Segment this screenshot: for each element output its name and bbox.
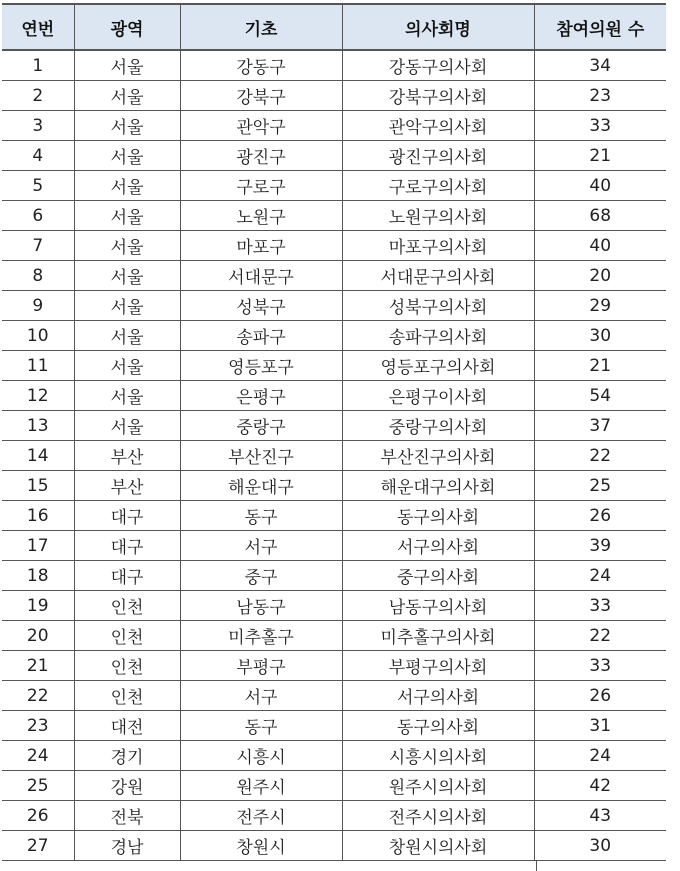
- cell-association: 전주시의사회: [342, 801, 534, 831]
- table-row: [2, 291, 666, 321]
- cell-clinic-count: 33: [534, 591, 666, 621]
- cell-region: 부산: [74, 471, 180, 501]
- table-row: [2, 171, 666, 201]
- cell-association: 강북구의사회: [342, 81, 534, 111]
- table-row: [2, 681, 666, 711]
- cell-clinic-count: 24: [534, 741, 666, 771]
- cell-region: 서울: [74, 231, 180, 261]
- cell-district: 은평구: [180, 381, 342, 411]
- cell-district: 관악구: [180, 111, 342, 141]
- table-row: [2, 561, 666, 591]
- cell-no: 14: [2, 441, 74, 471]
- cell-region: 인천: [74, 591, 180, 621]
- cell-association: 부평구의사회: [342, 651, 534, 681]
- cell-region: 서울: [74, 111, 180, 141]
- cell-clinic-count: 33: [534, 651, 666, 681]
- cell-district: 노원구: [180, 201, 342, 231]
- table-row: [2, 411, 666, 441]
- cell-association: 원주시의사회: [342, 771, 534, 801]
- cell-clinic-count: 68: [534, 201, 666, 231]
- table-row: [2, 441, 666, 471]
- cell-district: 광진구: [180, 141, 342, 171]
- table-row: [2, 591, 666, 621]
- header-clinic-count: 참여의원 수: [534, 4, 666, 50]
- table-row: [2, 501, 666, 531]
- cell-district: 시흥시: [180, 741, 342, 771]
- cell-association: 해운대구의사회: [342, 471, 534, 501]
- cell-no: 26: [2, 801, 74, 831]
- cell-clinic-count: 23: [534, 81, 666, 111]
- cell-no: 15: [2, 471, 74, 501]
- table-row: [2, 201, 666, 231]
- cell-association: 서구의사회: [342, 531, 534, 561]
- cell-region: 부산: [74, 441, 180, 471]
- cell-region: 대구: [74, 501, 180, 531]
- cell-no: 5: [2, 171, 74, 201]
- cell-no: 19: [2, 591, 74, 621]
- cell-association: 영등포구의사회: [342, 351, 534, 381]
- cell-clinic-count: 33: [534, 111, 666, 141]
- cell-clinic-count: 37: [534, 411, 666, 441]
- table-row: [2, 651, 666, 681]
- cell-clinic-count: 22: [534, 621, 666, 651]
- header-region: 광역: [74, 4, 180, 50]
- cell-no: 16: [2, 501, 74, 531]
- cell-no: 2: [2, 81, 74, 111]
- cell-district: 전주시: [180, 801, 342, 831]
- cell-association: 은평구이사회: [342, 381, 534, 411]
- table-row: [2, 741, 666, 771]
- cell-association: 노원구의사회: [342, 201, 534, 231]
- cell-association: 강동구의사회: [342, 50, 534, 81]
- cell-clinic-count: 21: [534, 141, 666, 171]
- cell-association: 창원시의사회: [342, 831, 534, 861]
- cell-region: 경기: [74, 741, 180, 771]
- cell-clinic-count: 40: [534, 231, 666, 261]
- header-district: 기초: [180, 4, 342, 50]
- cell-no: 4: [2, 141, 74, 171]
- cell-no: 3: [2, 111, 74, 141]
- cell-district: 중구: [180, 561, 342, 591]
- cell-clinic-count: 21: [534, 351, 666, 381]
- table-body: [2, 50, 666, 861]
- cell-no: 27: [2, 831, 74, 861]
- cell-association: 성북구의사회: [342, 291, 534, 321]
- cell-district: 성북구: [180, 291, 342, 321]
- table-row: [2, 231, 666, 261]
- table-row: [2, 801, 666, 831]
- cell-no: 20: [2, 621, 74, 651]
- cell-no: 18: [2, 561, 74, 591]
- table-row: [2, 381, 666, 411]
- cell-association: 관악구의사회: [342, 111, 534, 141]
- cell-association: 미추홀구의사회: [342, 621, 534, 651]
- cell-region: 서울: [74, 351, 180, 381]
- cell-region: 경남: [74, 831, 180, 861]
- cell-no: 13: [2, 411, 74, 441]
- cell-region: 서울: [74, 171, 180, 201]
- cell-association: 송파구의사회: [342, 321, 534, 351]
- cell-region: 서울: [74, 201, 180, 231]
- cell-region: 서울: [74, 411, 180, 441]
- table-row: [2, 531, 666, 561]
- cell-association: 구로구의사회: [342, 171, 534, 201]
- cell-region: 인천: [74, 621, 180, 651]
- table-row: [2, 621, 666, 651]
- cell-region: 대구: [74, 561, 180, 591]
- cell-region: 서울: [74, 50, 180, 81]
- table-row: [2, 141, 666, 171]
- cell-district: 강동구: [180, 50, 342, 81]
- cell-clinic-count: 29: [534, 291, 666, 321]
- cell-district: 해운대구: [180, 471, 342, 501]
- cell-clinic-count: 54: [534, 381, 666, 411]
- cell-region: 서울: [74, 291, 180, 321]
- cell-association: 동구의사회: [342, 501, 534, 531]
- cell-no: 25: [2, 771, 74, 801]
- cell-clinic-count: 20: [534, 261, 666, 291]
- cell-association: 동구의사회: [342, 711, 534, 741]
- cell-no: 21: [2, 651, 74, 681]
- cell-clinic-count: 40: [534, 171, 666, 201]
- participation-table: [2, 3, 666, 861]
- cell-district: 동구: [180, 711, 342, 741]
- cell-region: 서울: [74, 81, 180, 111]
- table-row: [2, 711, 666, 741]
- cell-association: 시흥시의사회: [342, 741, 534, 771]
- cell-district: 원주시: [180, 771, 342, 801]
- cell-district: 중랑구: [180, 411, 342, 441]
- cell-no: 8: [2, 261, 74, 291]
- table-row: [2, 261, 666, 291]
- cell-no: 23: [2, 711, 74, 741]
- cell-region: 인천: [74, 651, 180, 681]
- cell-clinic-count: 30: [534, 831, 666, 861]
- cell-association: 마포구의사회: [342, 231, 534, 261]
- cell-no: 17: [2, 531, 74, 561]
- table-row: [2, 321, 666, 351]
- cell-no: 11: [2, 351, 74, 381]
- cell-association: 중구의사회: [342, 561, 534, 591]
- cell-region: 대전: [74, 711, 180, 741]
- cell-no: 12: [2, 381, 74, 411]
- cell-district: 송파구: [180, 321, 342, 351]
- cell-region: 인천: [74, 681, 180, 711]
- cell-district: 영등포구: [180, 351, 342, 381]
- table-row: [2, 111, 666, 141]
- table-continuation-line: [536, 860, 537, 871]
- cell-association: 광진구의사회: [342, 141, 534, 171]
- cell-no: 6: [2, 201, 74, 231]
- cell-clinic-count: 25: [534, 471, 666, 501]
- table-row: [2, 81, 666, 111]
- cell-no: 24: [2, 741, 74, 771]
- cell-clinic-count: 24: [534, 561, 666, 591]
- cell-no: 7: [2, 231, 74, 261]
- cell-association: 서대문구의사회: [342, 261, 534, 291]
- header-row: [2, 4, 666, 50]
- cell-district: 미추홀구: [180, 621, 342, 651]
- cell-region: 서울: [74, 321, 180, 351]
- cell-no: 1: [2, 50, 74, 81]
- cell-district: 서대문구: [180, 261, 342, 291]
- cell-district: 서구: [180, 681, 342, 711]
- cell-clinic-count: 42: [534, 771, 666, 801]
- cell-clinic-count: 26: [534, 681, 666, 711]
- cell-region: 대구: [74, 531, 180, 561]
- cell-district: 구로구: [180, 171, 342, 201]
- cell-clinic-count: 30: [534, 321, 666, 351]
- header-association: 의사회명: [342, 4, 534, 50]
- table-row: [2, 50, 666, 81]
- cell-clinic-count: 43: [534, 801, 666, 831]
- cell-association: 중랑구의사회: [342, 411, 534, 441]
- cell-region: 서울: [74, 141, 180, 171]
- cell-region: 전북: [74, 801, 180, 831]
- cell-district: 남동구: [180, 591, 342, 621]
- cell-district: 부평구: [180, 651, 342, 681]
- header-no: 연번: [2, 4, 74, 50]
- cell-clinic-count: 22: [534, 441, 666, 471]
- cell-clinic-count: 26: [534, 501, 666, 531]
- cell-district: 마포구: [180, 231, 342, 261]
- cell-district: 강북구: [180, 81, 342, 111]
- cell-association: 부산진구의사회: [342, 441, 534, 471]
- cell-region: 서울: [74, 261, 180, 291]
- cell-district: 부산진구: [180, 441, 342, 471]
- cell-association: 남동구의사회: [342, 591, 534, 621]
- cell-no: 22: [2, 681, 74, 711]
- table-row: [2, 471, 666, 501]
- cell-association: 서구의사회: [342, 681, 534, 711]
- cell-no: 9: [2, 291, 74, 321]
- cell-region: 강원: [74, 771, 180, 801]
- table-row: [2, 831, 666, 861]
- table-row: [2, 351, 666, 381]
- cell-clinic-count: 31: [534, 711, 666, 741]
- cell-district: 서구: [180, 531, 342, 561]
- cell-district: 창원시: [180, 831, 342, 861]
- cell-clinic-count: 34: [534, 50, 666, 81]
- table-row: [2, 771, 666, 801]
- cell-district: 동구: [180, 501, 342, 531]
- cell-no: 10: [2, 321, 74, 351]
- cell-region: 서울: [74, 381, 180, 411]
- cell-clinic-count: 39: [534, 531, 666, 561]
